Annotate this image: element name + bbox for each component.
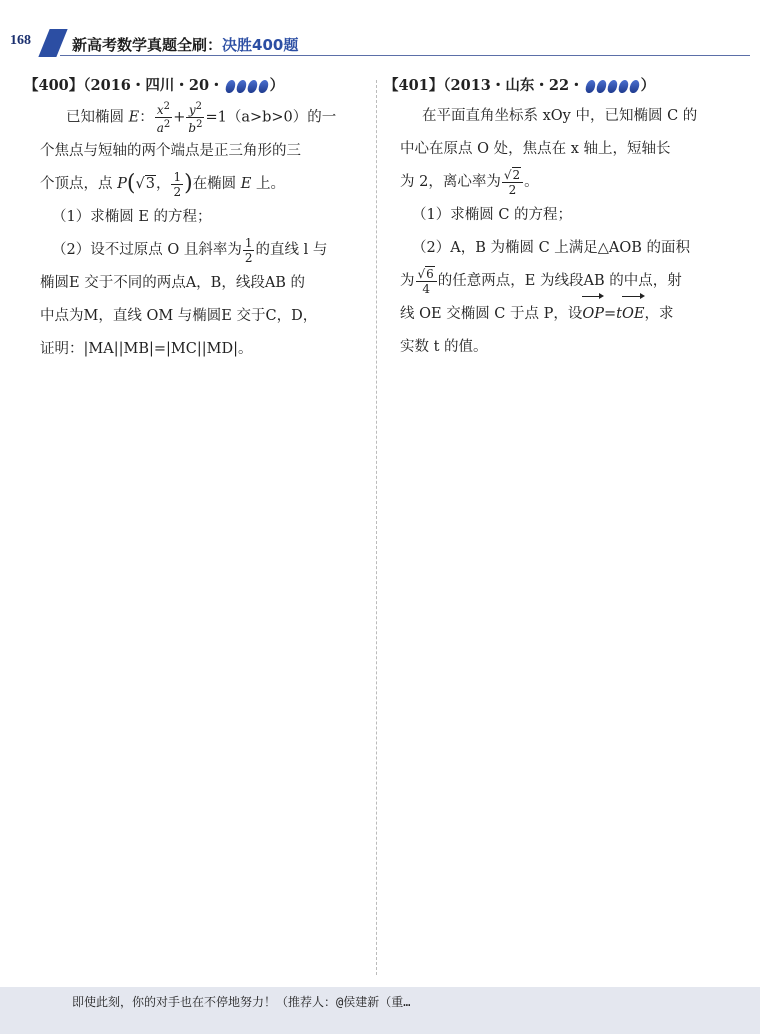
fraction-root6-over-4: $\frac{√6}{4}$ xyxy=(416,267,437,296)
problem-400-heading xyxy=(24,74,364,98)
line3-var: E xyxy=(240,176,252,192)
line3-text-a: 个顶点，点 xyxy=(40,176,113,192)
problem-401-body xyxy=(384,100,724,364)
difficulty-icon xyxy=(628,80,640,93)
problem-401-part-2-line-3 xyxy=(400,298,724,331)
part2-text-a: 为 xyxy=(400,273,415,289)
problem-400-line-2: 个焦点与短轴的两个端点是正三角形的三 xyxy=(40,143,301,159)
difficulty-icon xyxy=(595,80,607,93)
part2-line3-end: ，求 xyxy=(644,306,674,322)
problem-401-part-1: （1）求椭圆 C 的方程； xyxy=(412,207,573,223)
problem-400-part-2-line-3: 中点为M，直线 OM 与椭圆E 交于C，D， xyxy=(40,308,318,324)
book-title-main: 新高考数学真题全刷： xyxy=(72,36,223,54)
part2-line3-text: 线 OE 交椭圆 C 于点 P，设 xyxy=(400,306,583,322)
difficulty-icon xyxy=(224,80,236,93)
line3-text-a: 为 2，离心率为 xyxy=(400,174,501,190)
difficulty-icon xyxy=(617,80,629,93)
vector-op: OP xyxy=(582,298,604,331)
book-title xyxy=(72,34,298,55)
problem-401-part-2-line-4: 实数 t 的值。 xyxy=(400,339,488,355)
line3-text-b: 在椭圆 xyxy=(192,176,237,192)
difficulty-icon xyxy=(246,80,258,93)
footer-motto: 即使此刻，你的对手也在不停地努力！（推荐人：@侯建新（重… xyxy=(72,995,411,1009)
problem-400-source-close: ） xyxy=(269,77,285,94)
problem-401-part-2-line-1: （2）A，B 为椭圆 C 上满足△AOB 的面积 xyxy=(412,240,691,256)
page-footer xyxy=(0,987,760,1034)
ellipse-var: E xyxy=(128,109,140,126)
header-accent-bar xyxy=(38,29,67,57)
part2-text-b: 的任意两点，E 为线段AB 的中点，射 xyxy=(437,273,682,289)
problem-400-source: （2016・四川・20・ xyxy=(83,77,224,94)
difficulty-icon xyxy=(235,80,247,93)
page-header xyxy=(0,0,760,60)
line3-text-b: 。 xyxy=(524,174,539,190)
problem-400-part-2-line-1 xyxy=(40,234,364,267)
intro-text: 已知椭圆 xyxy=(66,109,124,126)
difficulty-icon xyxy=(584,80,596,93)
problem-401-line-1: 在平面直角坐标系 xOy 中，已知椭圆 C 的 xyxy=(422,108,698,124)
fraction-y2-b2: $\frac{y^2}{b^2}$ xyxy=(188,101,203,135)
fraction-root2-over-2: $\frac{√2}{2}$ xyxy=(502,168,523,197)
part2-text-b: 的直线 l 与 xyxy=(255,242,328,258)
problem-401-source: （2013・山东・22・ xyxy=(443,77,584,94)
problem-401-source-close: ） xyxy=(640,77,656,94)
problem-400-line-1: 已知椭圆 E： $\frac{x^2}{a^2}$ + $\frac{y^2}{b^2}$ =1（a>b>0）的一 xyxy=(66,101,337,135)
fraction-one-half: $\frac{1}{2}$ xyxy=(173,169,182,199)
problem-401-part-2-line-2 xyxy=(400,265,724,298)
problem-400-label: 【400】 xyxy=(24,77,84,94)
line3-text-d: 上。 xyxy=(256,176,285,192)
problem-401-line-3 xyxy=(400,166,724,199)
fraction-x2-a2: $\frac{x^2}{a^2}$ xyxy=(156,101,171,135)
fraction-slope-half: $\frac{1}{2}$ xyxy=(244,235,253,265)
header-rule xyxy=(60,55,750,56)
book-title-sub: 决胜400题 xyxy=(222,36,299,54)
problem-400-part-2-line-2: 椭圆E 交于不同的两点A，B，线段AB 的 xyxy=(40,275,306,291)
problem-400 xyxy=(24,74,364,366)
difficulty-icon xyxy=(257,80,269,93)
problem-400-line-3: 个顶点，点 P(√3， $\frac{1}{2}$ )在椭圆 E 上。 xyxy=(40,169,285,199)
problem-400-part-1: （1）求椭圆 E 的方程； xyxy=(52,209,212,225)
problem-400-part-2-line-4: 证明：|MA||MB|=|MC||MD|。 xyxy=(40,341,253,357)
problem-401-line-2: 中心在原点 O 处，焦点在 x 轴上，短轴长 xyxy=(400,141,671,157)
vector-equation: =t xyxy=(604,306,623,322)
part2-text-a: （2）设不过原点 O 且斜率为 xyxy=(52,242,242,258)
problem-401-heading xyxy=(384,74,724,98)
problem-400-body xyxy=(24,100,364,366)
problem-401 xyxy=(384,74,724,364)
equation-rest: =1（a>b>0）的一 xyxy=(205,109,337,126)
vector-oe: OE xyxy=(622,298,644,331)
difficulty-icons xyxy=(226,74,270,98)
problem-401-label: 【401】 xyxy=(384,77,444,94)
page-number: 168 xyxy=(10,33,31,48)
difficulty-icons xyxy=(586,74,641,98)
column-divider xyxy=(376,80,377,975)
difficulty-icon xyxy=(606,80,618,93)
